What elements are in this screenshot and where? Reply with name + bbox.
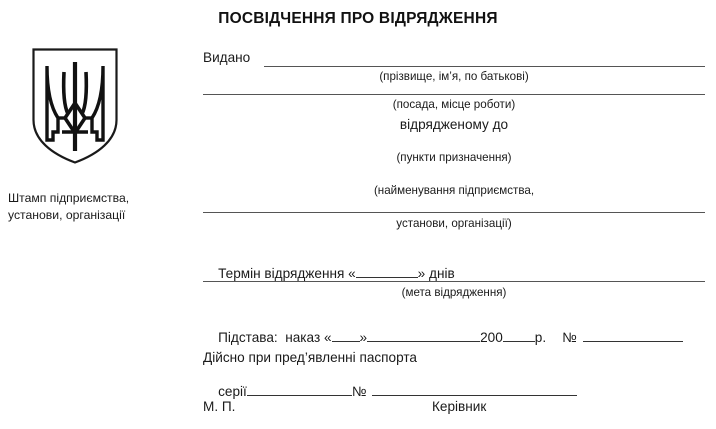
page-title: ПОСВІДЧЕННЯ ПРО ВІДРЯДЖЕННЯ xyxy=(218,10,498,27)
position-input-line[interactable] xyxy=(203,94,705,95)
issued-input-line[interactable] xyxy=(264,66,705,67)
ukraine-trident-emblem-icon xyxy=(32,48,118,164)
sent-to-label: відрядженому до xyxy=(399,117,509,132)
term-days-input[interactable] xyxy=(356,265,418,278)
issued-caption: (прізвище, ім’я, по батькові) xyxy=(379,70,529,83)
passport-number-input[interactable] xyxy=(372,383,577,396)
basis-month-input[interactable] xyxy=(367,329,480,342)
position-caption: (посада, місце роботи) xyxy=(392,98,516,111)
enterprise-input-line[interactable] xyxy=(203,212,705,213)
basis-year-input[interactable] xyxy=(503,329,535,342)
basis-quote-close: » xyxy=(359,330,368,345)
basis-year: 200 xyxy=(480,330,503,345)
stamp-caption-line2: установи, організації xyxy=(8,208,126,222)
basis-day-input[interactable] xyxy=(332,329,360,342)
basis-year-suffix: р. xyxy=(534,330,547,345)
issued-label: Видано xyxy=(203,50,251,65)
purpose-input-line[interactable] xyxy=(203,281,705,282)
purpose-caption: (мета відрядження) xyxy=(401,286,507,299)
basis-number-symbol: № xyxy=(562,330,577,345)
destination-caption: (пункти призначення) xyxy=(396,151,512,164)
seal-label: М. П. xyxy=(203,399,236,414)
passport-row xyxy=(203,368,577,414)
stamp-caption xyxy=(8,190,186,224)
term-suffix: » днів xyxy=(417,266,455,281)
basis-number-input[interactable] xyxy=(583,329,683,342)
stamp-caption-line1: Штамп підприємства, xyxy=(8,191,130,205)
basis-label: Підстава: наказ « xyxy=(218,330,332,345)
term-prefix: Термін відрядження « xyxy=(218,266,356,281)
manager-label: Керівник xyxy=(432,399,487,414)
passport-number-symbol: № xyxy=(351,384,367,399)
enterprise-caption-line1: (найменування підприємства, xyxy=(373,184,535,197)
enterprise-caption-line2: установи, організації) xyxy=(396,217,512,230)
passport-series-label: серії xyxy=(218,384,247,399)
passport-series-input[interactable] xyxy=(247,383,352,396)
passport-line1: Дійсно при пред’явленні паспорта xyxy=(203,350,417,365)
